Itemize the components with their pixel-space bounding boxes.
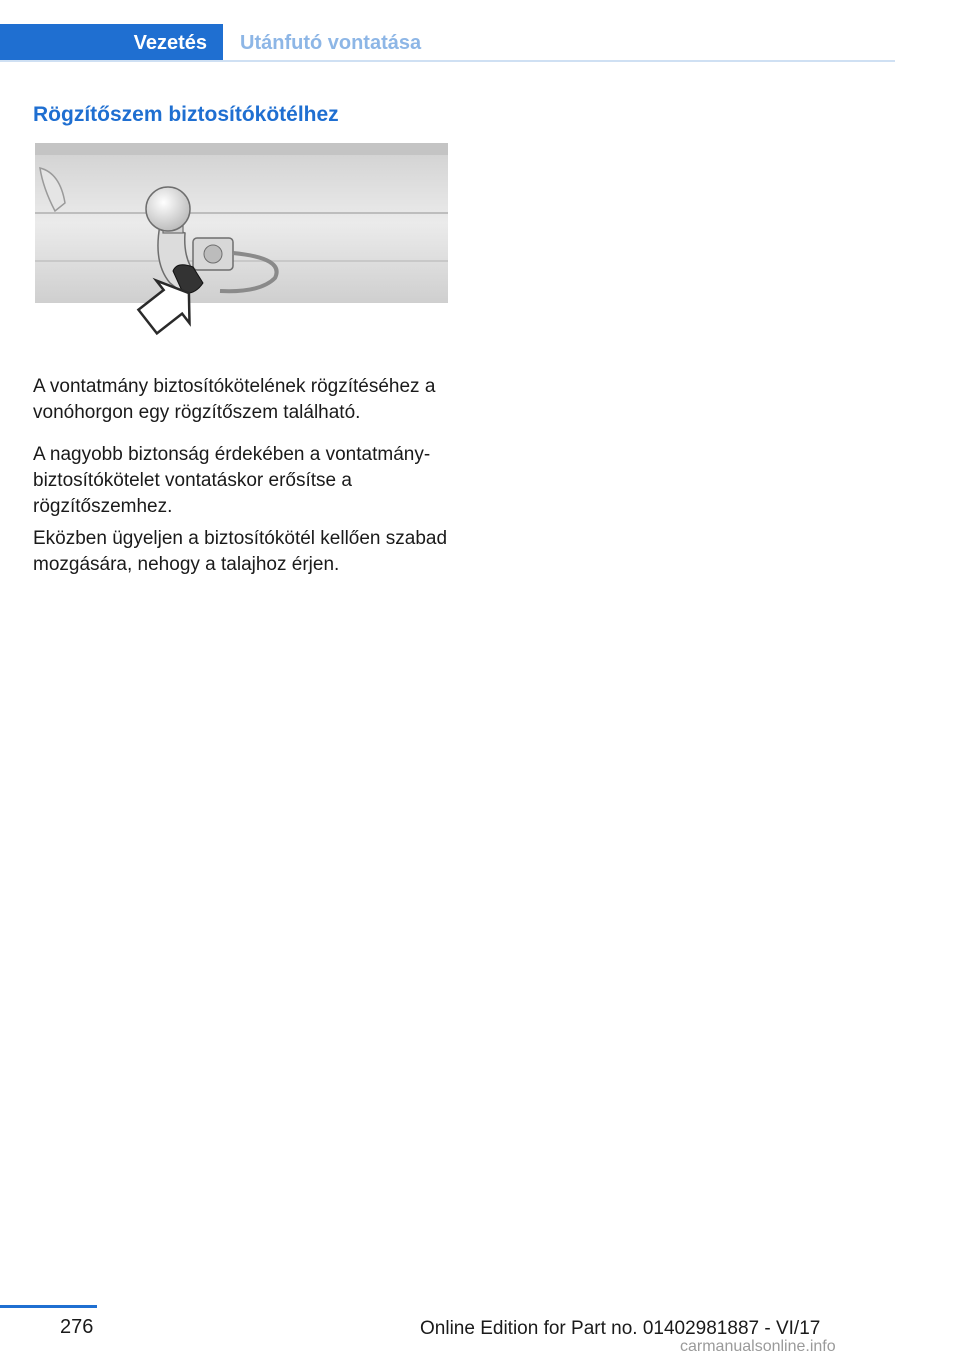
page-header [0,24,895,62]
section-title: Rögzítőszem biztosítókötélhez [33,103,339,126]
page-number: 276 [60,1316,94,1338]
tow-hitch-icon [35,143,448,343]
paragraph-cable-slack: Eközben ügyeljen a biztosítókötél kellően szabad mozgására, nehogy a talajhoz érjen. [33,528,448,575]
footer-divider [0,1305,97,1308]
body-text [33,374,453,594]
paragraph-attach-cable: A nagyobb biztonság érdekében a vontatmány-biztosítókötelet vontatáskor erősítse a rögzítőszemhez. [33,444,431,517]
section-tab-towing[interactable]: Utánfutó vontatása [240,31,422,54]
header-divider [0,60,895,62]
paragraph-eyelet-location: A vontatmány biztosítókötelének rögzítéséhez a vonóhorgon egy rögzítőszem található. [33,376,436,423]
tow-hitch-illustration [35,143,448,343]
edition-note: Online Edition for Part no. 01402981887 - VI/17 [420,1318,821,1339]
chapter-tab-driving[interactable]: Vezetés [0,24,223,62]
watermark: carmanualsonline.info [680,1338,836,1355]
